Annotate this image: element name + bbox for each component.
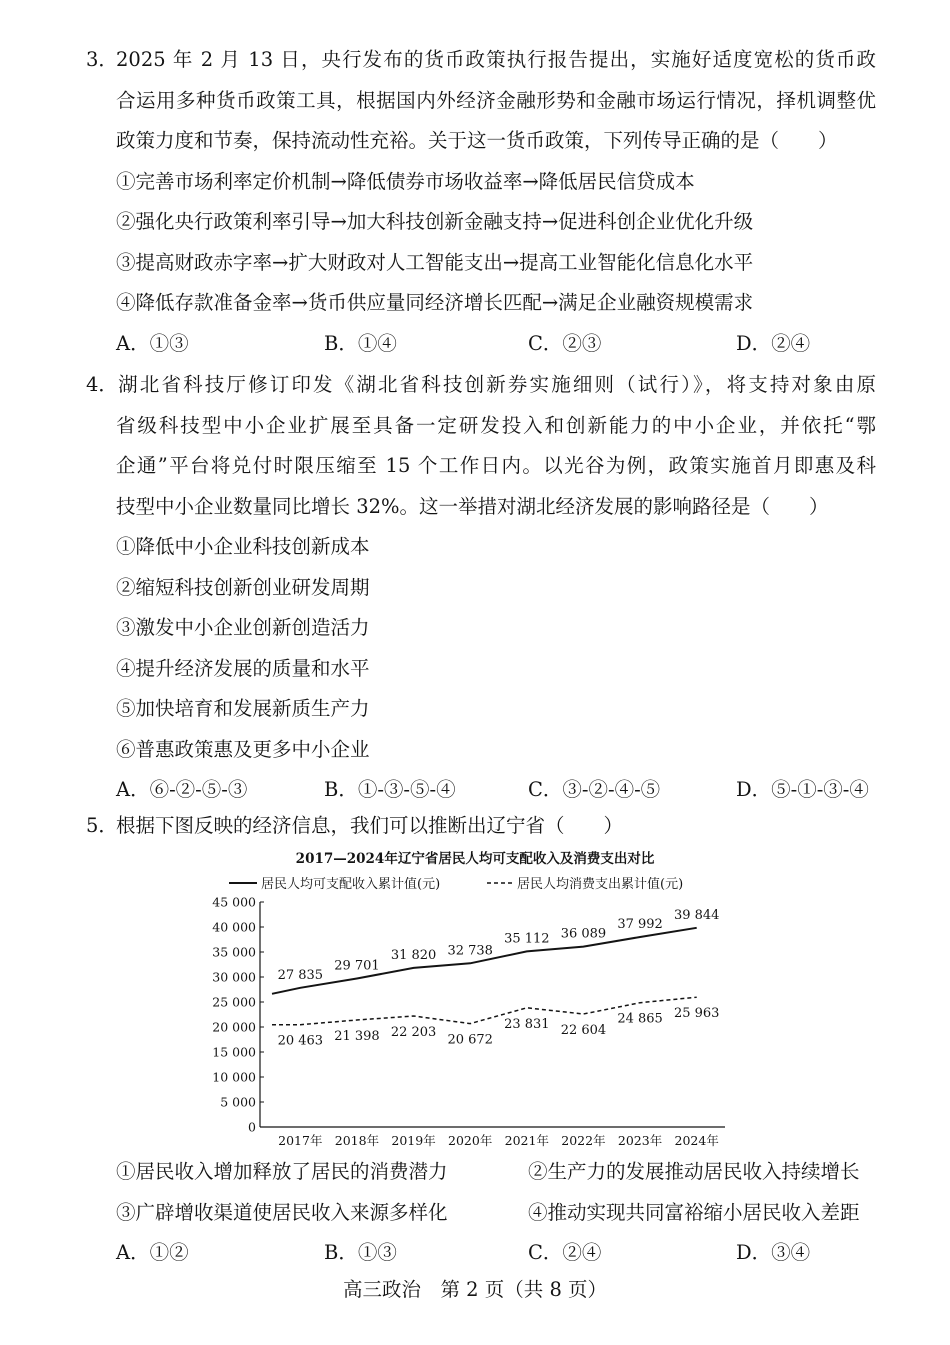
x-tick-label: 2020年 <box>448 1133 493 1148</box>
q4-stem-line-4: 技型中小企业数量同比增长 32%。这一举措对湖北经济发展的影响路径是（ ） <box>116 494 829 518</box>
chart-legend <box>229 876 683 892</box>
consumption-data-label: 22 604 <box>560 1022 607 1038</box>
chart-title: 2017—2024年辽宁省居民人均可支配收入及消费支出对比 <box>295 851 655 867</box>
q5-option-b[interactable]: B．①③ <box>324 1241 397 1264</box>
q3-option-a[interactable]: A．①③ <box>116 331 189 355</box>
q4-option-d[interactable]: D．⑤-①-③-④ <box>736 778 869 801</box>
x-tick-label: 2022年 <box>561 1133 606 1148</box>
q3-stem-line-2: 合运用多种货币政策工具，根据国内外经济金融形势和金融市场运行情况，择机调整优 <box>116 88 876 112</box>
q5-item-2: ②生产力的发展推动居民收入持续增长 <box>528 1160 860 1183</box>
q5-option-c[interactable]: C．②④ <box>528 1241 602 1264</box>
q5-option-d[interactable]: D．③④ <box>736 1241 811 1264</box>
q3-option-d[interactable]: D．②④ <box>736 331 811 355</box>
q5-items-row-1 <box>86 1152 876 1193</box>
y-tick-label: 45 000 <box>212 894 256 910</box>
y-tick-label: 40 000 <box>212 919 256 935</box>
income-data-label: 35 112 <box>504 931 550 947</box>
q5-item-4: ④推动实现共同富裕缩小居民收入差距 <box>528 1200 860 1224</box>
income-data-label: 36 089 <box>560 926 607 942</box>
page-footer: 高三政治 第 2 页（共 8 页） <box>342 1278 608 1301</box>
x-tick-label: 2023年 <box>617 1133 663 1148</box>
question-5-body <box>86 1152 876 1274</box>
q3-item-4: ④降低存款准备金率→货币供应量同经济增长匹配→满足企业融资规模需求 <box>116 291 754 314</box>
x-tick-label: 2017年 <box>278 1133 323 1148</box>
q3-stem-line-3: 政策力度和节奏，保持流动性充裕。关于这一货币政策，下列传导正确的是（ ） <box>116 129 838 152</box>
q3-options <box>86 324 876 365</box>
q4-option-c[interactable]: C．③-②-④-⑤ <box>528 778 661 801</box>
y-tick-label: 25 000 <box>212 994 256 1010</box>
question-3 <box>86 40 876 364</box>
q5-option-a[interactable]: A．①② <box>116 1241 189 1264</box>
q5-item-3: ③广辟增收渠道使居民收入来源多样化 <box>116 1200 448 1224</box>
q5-item-1: ①居民收入增加释放了居民的消费潜力 <box>116 1160 448 1183</box>
y-tick-label: 30 000 <box>212 969 256 985</box>
q3-stem-line-1: 3．2025 年 2 月 13 日，央行发布的货币政策执行报告提出，实施好适度宽松的货币政 <box>86 40 876 81</box>
q5-stem: 5．根据下图反映的经济信息，我们可以推断出辽宁省（ ） <box>86 806 876 847</box>
income-data-label: 27 835 <box>277 967 324 983</box>
q4-number: 4． <box>86 373 118 396</box>
income-data-label: 29 701 <box>334 958 380 974</box>
income-data-label: 31 820 <box>390 947 437 963</box>
q4-option-b[interactable]: B．①-③-⑤-④ <box>324 778 456 801</box>
q4-item-2: ②缩短科技创新创业研发周期 <box>116 575 370 599</box>
q3-number: 3． <box>86 48 118 71</box>
q5-items-row-2 <box>86 1193 876 1234</box>
q4-option-a[interactable]: A．⑥-②-⑤-③ <box>116 778 248 801</box>
q3-item-1: ①完善市场利率定价机制→降低债券市场收益率→降低居民信贷成本 <box>116 169 695 193</box>
legend-consumption-label: 居民人均消费支出累计值(元) <box>517 877 684 892</box>
q4-item-3: ③激发中小企业创新创造活力 <box>116 616 370 639</box>
consumption-data-label: 23 831 <box>504 1016 550 1032</box>
x-tick-label: 2024年 <box>674 1133 719 1148</box>
consumption-data-label: 20 672 <box>447 1032 493 1048</box>
chart-series <box>272 908 719 1049</box>
y-tick-label: 35 000 <box>212 944 256 960</box>
consumption-data-label: 22 203 <box>390 1024 437 1040</box>
income-data-label: 37 992 <box>617 917 663 933</box>
q3-option-b[interactable]: B．①④ <box>324 331 397 355</box>
q3-option-c[interactable]: C．②③ <box>528 331 602 355</box>
x-tick-label: 2021年 <box>504 1133 549 1148</box>
q4-stem-line-3: 企通”平台将兑付时限压缩至 15 个工作日内。以光谷为例，政策实施首月即惠及科 <box>116 454 876 477</box>
question-5 <box>86 806 876 847</box>
q3-item-2: ②强化央行政策利率引导→加大科技创新金融支持→促进科创企业优化升级 <box>116 210 754 233</box>
q3-item-3: ③提高财政赤字率→扩大财政对人工智能支出→提高工业智能化信息化水平 <box>116 250 754 274</box>
income-consumption-chart <box>205 843 745 1153</box>
q4-stem-line-2: 省级科技型中小企业扩展至具备一定研发投入和创新能力的中小企业，并依托“鄂 <box>116 413 876 437</box>
x-tick-label: 2018年 <box>334 1133 380 1148</box>
y-tick-label: 0 <box>248 1119 256 1135</box>
q4-item-5: ⑤加快培育和发展新质生产力 <box>116 697 370 720</box>
y-tick-label: 5 000 <box>220 1094 256 1110</box>
q4-options <box>86 770 876 811</box>
q4-stem-line-1: 4．湖北省科技厅修订印发《湖北省科技创新券实施细则（试行）》，将支持对象由原 <box>86 365 876 406</box>
x-tick-label: 2019年 <box>391 1133 436 1148</box>
question-4 <box>86 365 876 811</box>
q4-item-6: ⑥普惠政策惠及更多中小企业 <box>116 737 370 761</box>
consumption-data-label: 25 963 <box>673 1006 720 1022</box>
q4-item-4: ④提升经济发展的质量和水平 <box>116 656 370 680</box>
y-tick-label: 20 000 <box>212 1019 256 1035</box>
q5-number: 5． <box>86 814 118 837</box>
y-tick-label: 10 000 <box>212 1069 256 1085</box>
y-tick-label: 15 000 <box>212 1044 256 1060</box>
income-data-label: 39 844 <box>673 907 720 923</box>
legend-income-label: 居民人均可支配收入累计值(元) <box>261 877 441 892</box>
income-data-label: 32 738 <box>447 943 493 959</box>
consumption-data-label: 21 398 <box>334 1029 380 1045</box>
q4-item-1: ①降低中小企业科技创新成本 <box>116 535 370 558</box>
consumption-data-label: 20 463 <box>277 1033 324 1049</box>
consumption-data-label: 24 865 <box>617 1011 663 1027</box>
q5-options <box>86 1233 876 1274</box>
